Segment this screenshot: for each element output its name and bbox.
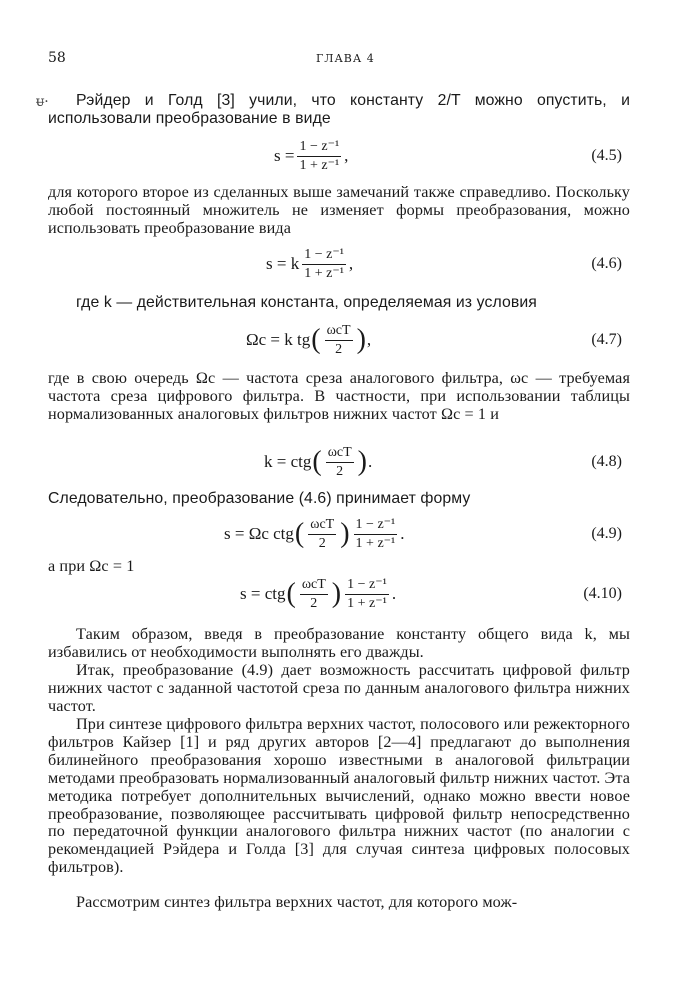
eq410-numerator-2: 1 − z⁻¹ [345, 577, 389, 595]
chapter-title: ГЛАВА 4 [316, 52, 375, 65]
eq410-number: (4.10) [583, 585, 622, 602]
eq45-tail: , [344, 146, 349, 165]
eq49-number: (4.9) [591, 525, 622, 542]
paragraph-5: Следовательно, преобразование (4.6) принимает форму [48, 490, 471, 507]
eq410-denominator-2: 1 + z⁻¹ [347, 595, 387, 611]
eq49-fraction-1 [308, 517, 336, 552]
paragraph-3: где k — действительная константа, определяемая из условия [76, 294, 537, 311]
eq410-right-paren: ) [331, 578, 342, 609]
eq47-denominator: 2 [335, 341, 343, 357]
eq49-right-paren: ) [340, 518, 350, 549]
eq410-denominator-1: 2 [310, 595, 318, 611]
eq48-right-paren: ) [357, 446, 367, 477]
eq47-tail: , [366, 330, 372, 349]
eq48-number: (4.8) [591, 453, 622, 470]
equation-4-5 [48, 134, 630, 178]
eq49-lhs: s = Ωc ctg [224, 524, 294, 543]
eq46-tail: , [348, 254, 354, 273]
eq45-number: (4.5) [591, 147, 622, 164]
eq47-right-paren: ) [356, 324, 366, 355]
eq47-lhs: Ωc = k tg [246, 330, 311, 349]
eq49-fraction-2 [354, 517, 398, 552]
equation-4-7 [48, 318, 630, 362]
eq45-fraction [297, 139, 341, 174]
equation-4-10 [48, 572, 630, 616]
eq46-number: (4.6) [591, 255, 622, 272]
eq46-fraction [302, 247, 346, 282]
paragraph-7: Таким образом, введя в преобразование константу общего вида k, мы избавились от необходимости выполнять его дважды. [48, 625, 630, 661]
margin-mark-icon: ᵾ· [36, 94, 49, 110]
eq46-denominator: 1 + z⁻¹ [304, 265, 344, 281]
paragraph-4: где в свою очередь Ωc — частота среза аналогового фильтра, ωc — требуемая частота среза цифрового фильтра. В частности, при использовании таблицы нормализованных аналоговых фильтров нижних частот Ωc = 1 и [48, 369, 630, 423]
eq45-numerator: 1 − z⁻¹ [297, 139, 341, 157]
page-header [48, 50, 628, 70]
eq49-denominator-2: 1 + z⁻¹ [355, 535, 396, 551]
eq410-lhs: s = ctg [240, 584, 286, 603]
eq410-fraction-2 [345, 577, 389, 612]
eq410-left-paren: ( [286, 578, 296, 609]
page-number: 58 [48, 50, 66, 66]
eq48-lhs: k = ctg [264, 452, 312, 471]
eq410-tail: . [391, 584, 397, 603]
equation-4-9 [48, 512, 630, 556]
eq47-fraction [325, 323, 353, 358]
eq48-numerator: ωcT [326, 445, 354, 463]
eq49-tail: . [400, 524, 405, 543]
eq47-left-paren: ( [311, 324, 321, 355]
eq48-fraction [326, 445, 354, 480]
paragraph-1: Рэйдер и Голд [3] учили, что константу 2/T можно опустить, и использовали преобразование в виде [48, 92, 630, 127]
eq48-tail: . [368, 452, 373, 471]
eq46-numerator: 1 − z⁻¹ [302, 247, 346, 265]
equation-4-8 [48, 440, 630, 484]
eq49-denominator-1: 2 [318, 535, 326, 551]
eq46-lhs: s = k [266, 254, 300, 273]
eq410-fraction-1 [300, 577, 328, 612]
paragraph-6: а при Ωc = 1 [48, 557, 135, 575]
eq49-numerator-1: ωcT [308, 517, 336, 535]
eq45-denominator: 1 + z⁻¹ [299, 157, 340, 173]
equation-4-6 [48, 242, 630, 286]
eq47-number: (4.7) [591, 331, 622, 348]
paragraph-9: При синтезе цифрового фильтра верхних частот, полосового или режекторного фильтров Кайзер [1] и ряд других авторов [2—4] предлагают до выполнения билинейного преобразования хорошо известными в аналоговой фильтрации методами преобразовать нормализованный аналоговый фильтр нижних частот. Эта методика потребует дополнительных вычислений, однако можно ввести новое преобразование, позволяющее рассчитывать цифровой фильтр непосредственно по передаточной функции аналогового фильтра нижних частот (по аналогии с рекомендацией Рэйдера и Голда [3] для случая синтеза цифровых полосовых фильтров). [48, 715, 630, 877]
paragraph-10: Рассмотрим синтез фильтра верхних частот, для которого мож- [76, 893, 518, 911]
paragraph-2: для которого второе из сделанных выше замечаний также справедливо. Поскольку любой постоянный множитель не изменяет формы преобразования, можно использовать преобразование вида [48, 183, 630, 237]
eq49-left-paren: ( [294, 518, 305, 549]
eq47-numerator: ωcT [325, 323, 353, 341]
eq45-lhs: s = [274, 146, 295, 165]
eq48-left-paren: ( [312, 446, 322, 477]
eq49-numerator-2: 1 − z⁻¹ [354, 517, 398, 535]
eq48-denominator: 2 [336, 463, 344, 479]
paragraph-8: Итак, преобразование (4.9) дает возможность рассчитать цифровой фильтр нижних частот с заданной частотой среза по данным аналогового фильтра нижних частот. [48, 661, 630, 715]
eq410-numerator-1: ωcT [300, 577, 328, 595]
